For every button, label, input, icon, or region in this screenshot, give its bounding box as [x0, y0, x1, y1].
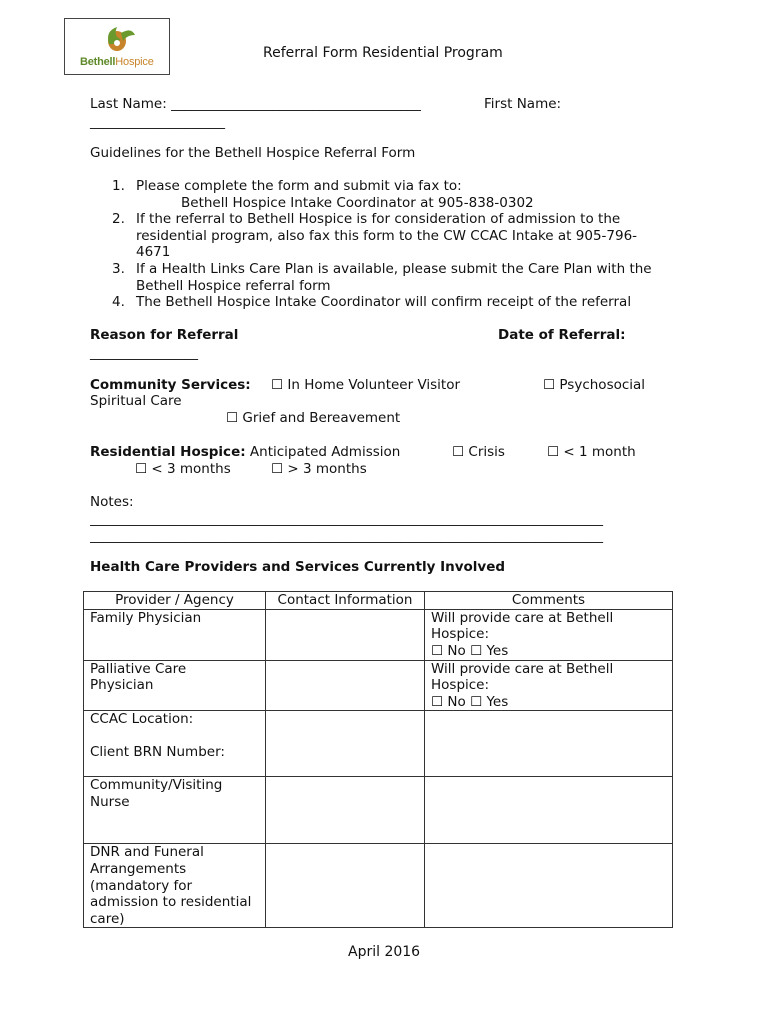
contact-cell[interactable] [266, 777, 425, 844]
notes-line-1[interactable]: ____________________________________________________________________________ [90, 511, 603, 527]
checkbox[interactable]: ☐ [470, 642, 483, 659]
last-name-blank[interactable]: _____________________________________ [171, 96, 421, 112]
checkbox[interactable]: ☐ [470, 693, 483, 710]
providers-heading: Health Care Providers and Services Currently Involved [90, 559, 506, 575]
column-header: Provider / Agency [84, 592, 266, 610]
option-psychosocial[interactable]: ☐ Psychosocial [543, 377, 646, 393]
table-header-row [84, 592, 673, 610]
community-services-label: Community Services: [90, 377, 251, 393]
provider-cell: Community/Visiting Nurse [84, 777, 266, 844]
reason-label: Reason for Referral [90, 327, 239, 343]
guidelines-list [112, 178, 672, 311]
table-row [84, 609, 673, 660]
logo-wordmark: BethellHospice [80, 56, 154, 68]
comments-cell[interactable] [425, 711, 673, 777]
date-of-referral-blank[interactable]: ________________ [90, 345, 198, 361]
column-header: Comments [425, 592, 673, 610]
first-name-blank[interactable]: ____________________ [90, 114, 225, 130]
checkbox[interactable]: ☐ [431, 642, 444, 659]
providers-table [83, 591, 673, 928]
list-item: 2. If the referral to Bethell Hospice is for consideration of admission to the residential program, also fax this form to the CW CCAC Intake at 905-796- 4671 [112, 211, 638, 261]
option-spiritual-care[interactable]: Spiritual Care [90, 393, 182, 409]
checkbox[interactable]: ☐ [547, 444, 560, 460]
residential-hospice-line: Residential Hospice: Anticipated Admission [90, 444, 401, 460]
checkbox[interactable]: ☐ [135, 461, 148, 477]
checkbox[interactable]: ☐ [271, 377, 284, 393]
contact-cell[interactable] [266, 609, 425, 660]
option-less-3-months[interactable]: ☐ < 3 months [135, 461, 231, 477]
table-row [84, 660, 673, 711]
bethell-hospice-logo [64, 18, 170, 75]
provider-cell: DNR and Funeral Arrangements (mandatory for admission to residential care) [84, 844, 266, 928]
provider-cell: Palliative Care Physician [84, 660, 266, 711]
column-header: Contact Information [266, 592, 425, 610]
footer-date: April 2016 [348, 944, 421, 960]
option-more-3-months[interactable]: ☐ > 3 months [271, 461, 367, 477]
contact-cell[interactable] [266, 844, 425, 928]
checkbox[interactable]: ☐ [226, 410, 239, 426]
contact-cell[interactable] [266, 660, 425, 711]
list-item: 1. Please complete the form and submit via fax to: Bethell Hospice Intake Coordinator at 905-838-0302 [112, 178, 534, 211]
comments-cell[interactable] [425, 777, 673, 844]
comments-cell: Will provide care at Bethell Hospice: ☐ No ☐ Yes [425, 609, 673, 660]
last-name-field[interactable] [90, 96, 421, 112]
notes-line-2[interactable]: ____________________________________________________________________________ [90, 528, 603, 544]
date-of-referral-label: Date of Referral: [498, 327, 626, 343]
checkbox[interactable]: ☐ [431, 693, 444, 710]
option-less-1-month[interactable]: ☐ < 1 month [547, 444, 636, 460]
list-item: 4. The Bethell Hospice Intake Coordinator will confirm receipt of the referral [112, 294, 632, 311]
form-title: Referral Form Residential Program [263, 45, 503, 61]
provider-cell: Family Physician [84, 609, 266, 660]
option-crisis[interactable]: ☐ Crisis [452, 444, 505, 460]
comments-cell[interactable] [425, 844, 673, 928]
provider-cell: CCAC Location: Client BRN Number: [84, 711, 266, 777]
comments-cell: Will provide care at Bethell Hospice: ☐ No ☐ Yes [425, 660, 673, 711]
checkbox[interactable]: ☐ [452, 444, 465, 460]
table-row [84, 777, 673, 844]
checkbox[interactable]: ☐ [543, 377, 556, 393]
option-in-home-volunteer[interactable]: ☐ In Home Volunteer Visitor [271, 377, 461, 393]
guidelines-heading: Guidelines for the Bethell Hospice Referral Form [90, 145, 416, 161]
option-grief-bereavement[interactable]: ☐ Grief and Bereavement [226, 410, 401, 426]
table-row [84, 844, 673, 928]
table-row [84, 711, 673, 777]
notes-label: Notes: [90, 494, 134, 510]
checkbox[interactable]: ☐ [271, 461, 284, 477]
list-item: 3. If a Health Links Care Plan is available, please submit the Care Plan with the Bethell Hospice referral form [112, 260, 652, 294]
last-name-label: Last Name: [90, 96, 167, 112]
first-name-label: First Name: [484, 96, 562, 112]
contact-cell[interactable] [266, 711, 425, 777]
